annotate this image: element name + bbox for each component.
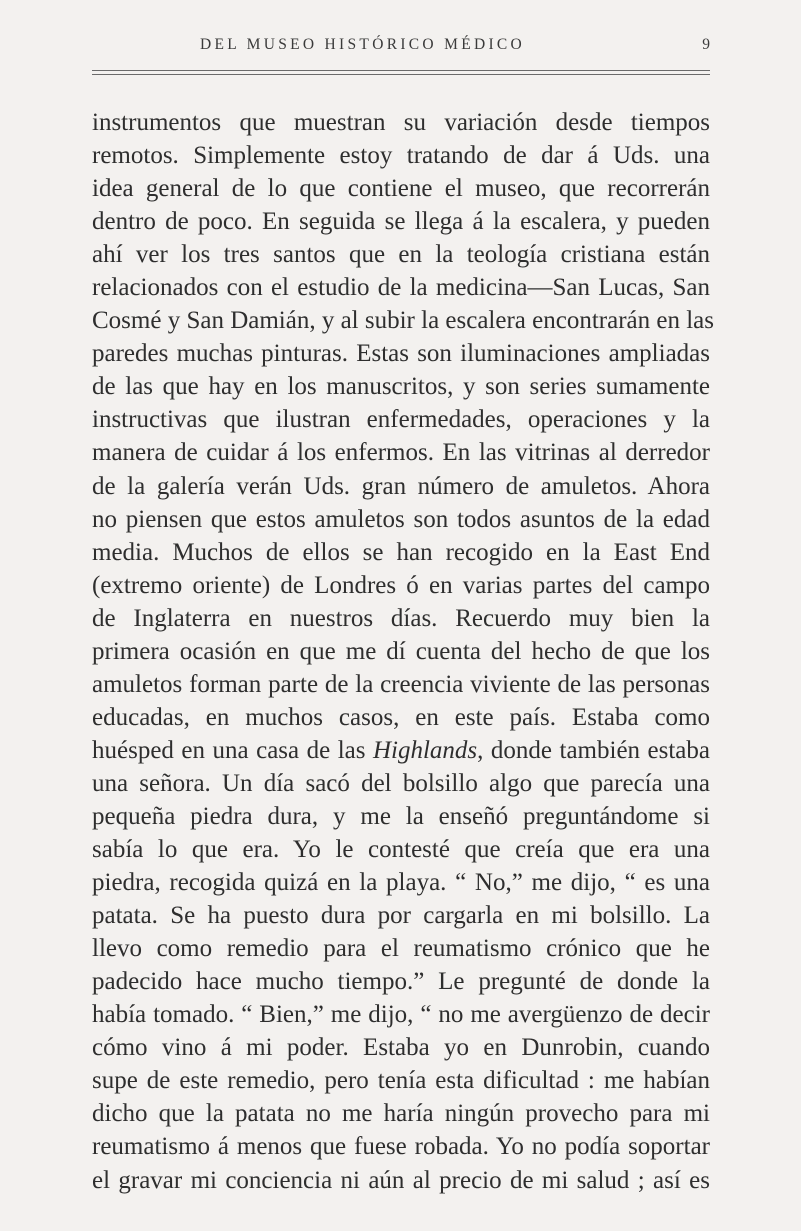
text-line: manera de cuidar á los enfermos. En las vitrinas al derredor: [92, 439, 710, 467]
text-line: piedra, recogida quizá en la playa. “ No,” me dijo, “ es una: [92, 869, 710, 897]
text-line: media. Muchos de ellos se han recogido en la East End: [92, 538, 710, 566]
header-rule-top: [92, 70, 710, 71]
text-line: primera ocasión en que me dí cuenta del hecho de que los: [92, 637, 710, 665]
page-number: 9: [702, 36, 710, 53]
text-line: educadas, en muchos casos, en este país. Estaba como: [92, 703, 710, 731]
text-line: Cosmé y San Damián, y al subir la escalera encontrarán en las: [92, 307, 714, 335]
text-line: de las que hay en los manuscritos, y son series sumamente: [92, 373, 710, 401]
text-line: supe de este remedio, pero tenía esta dificultad : me habían: [92, 1067, 710, 1095]
text-line: patata. Se ha puesto dura por cargarla en mi bolsillo. La: [92, 902, 710, 930]
text-line: remotos. Simplemente estoy tratando de dar á Uds. una: [92, 142, 710, 170]
text-line: de Inglaterra en nuestros días. Recuerdo muy bien la: [92, 604, 710, 632]
italic-term: Highlands: [372, 736, 478, 764]
running-head: [92, 36, 710, 62]
text-line: había tomado. “ Bien,” me dijo, “ no me avergüenzo de decir: [92, 1001, 710, 1029]
text-line: padecido hace mucho tiempo.” Le pregunté de donde la: [92, 968, 710, 996]
text-line: de la galería verán Uds. gran número de amuletos. Ahora: [92, 472, 710, 500]
text-line: ahí ver los tres santos que en la teología cristiana están: [92, 241, 710, 269]
text-line: no piensen que estos amuletos son todos asuntos de la edad: [92, 505, 710, 533]
text-line: una señora. Un día sacó del bolsillo algo que parecía una: [92, 769, 710, 797]
text-line: sabía lo que era. Yo le contesté que creía que era una: [92, 836, 710, 864]
running-title: DEL MUSEO HISTÓRICO MÉDICO: [200, 36, 526, 53]
text-line: instrumentos que muestran su variación desde tiempos: [92, 109, 710, 136]
text-line: paredes muchas pinturas. Estas son iluminaciones ampliadas: [92, 340, 710, 368]
text-segment: , donde también estaba: [477, 736, 711, 764]
text-line: amuletos forman parte de la creencia viviente de las personas: [92, 670, 710, 698]
text-segment: huésped en una casa de las: [92, 736, 373, 764]
text-line: relacionados con el estudio de la medicina—San Lucas, San: [92, 274, 710, 302]
text-line: (extremo oriente) de Londres ó en varias partes del campo: [92, 571, 710, 599]
text-line: llevo como remedio para el reumatismo crónico que he: [92, 935, 710, 963]
text-line: dicho que la patata no me haría ningún provecho para mi: [92, 1100, 710, 1128]
header-rule-bottom: [92, 74, 710, 75]
text-line: el gravar mi conciencia ni aún al precio de mi salud ; así es: [92, 1166, 710, 1194]
text-line: reumatismo á menos que fuese robada. Yo no podía soportar: [92, 1133, 710, 1161]
text-line: pequeña piedra dura, y me la enseñó preguntándome si: [92, 802, 710, 830]
text-line: instructivas que ilustran enfermedades, operaciones y la: [92, 406, 710, 434]
text-line: dentro de poco. En seguida se llega á la escalera, y pueden: [92, 208, 710, 236]
text-line-highlands: [92, 734, 710, 767]
text-line: idea general de lo que contiene el museo, que recorrerán: [92, 175, 710, 203]
text-line: cómo vino á mi poder. Estaba yo en Dunrobin, cuando: [92, 1034, 710, 1062]
body-text: [92, 106, 714, 1197]
